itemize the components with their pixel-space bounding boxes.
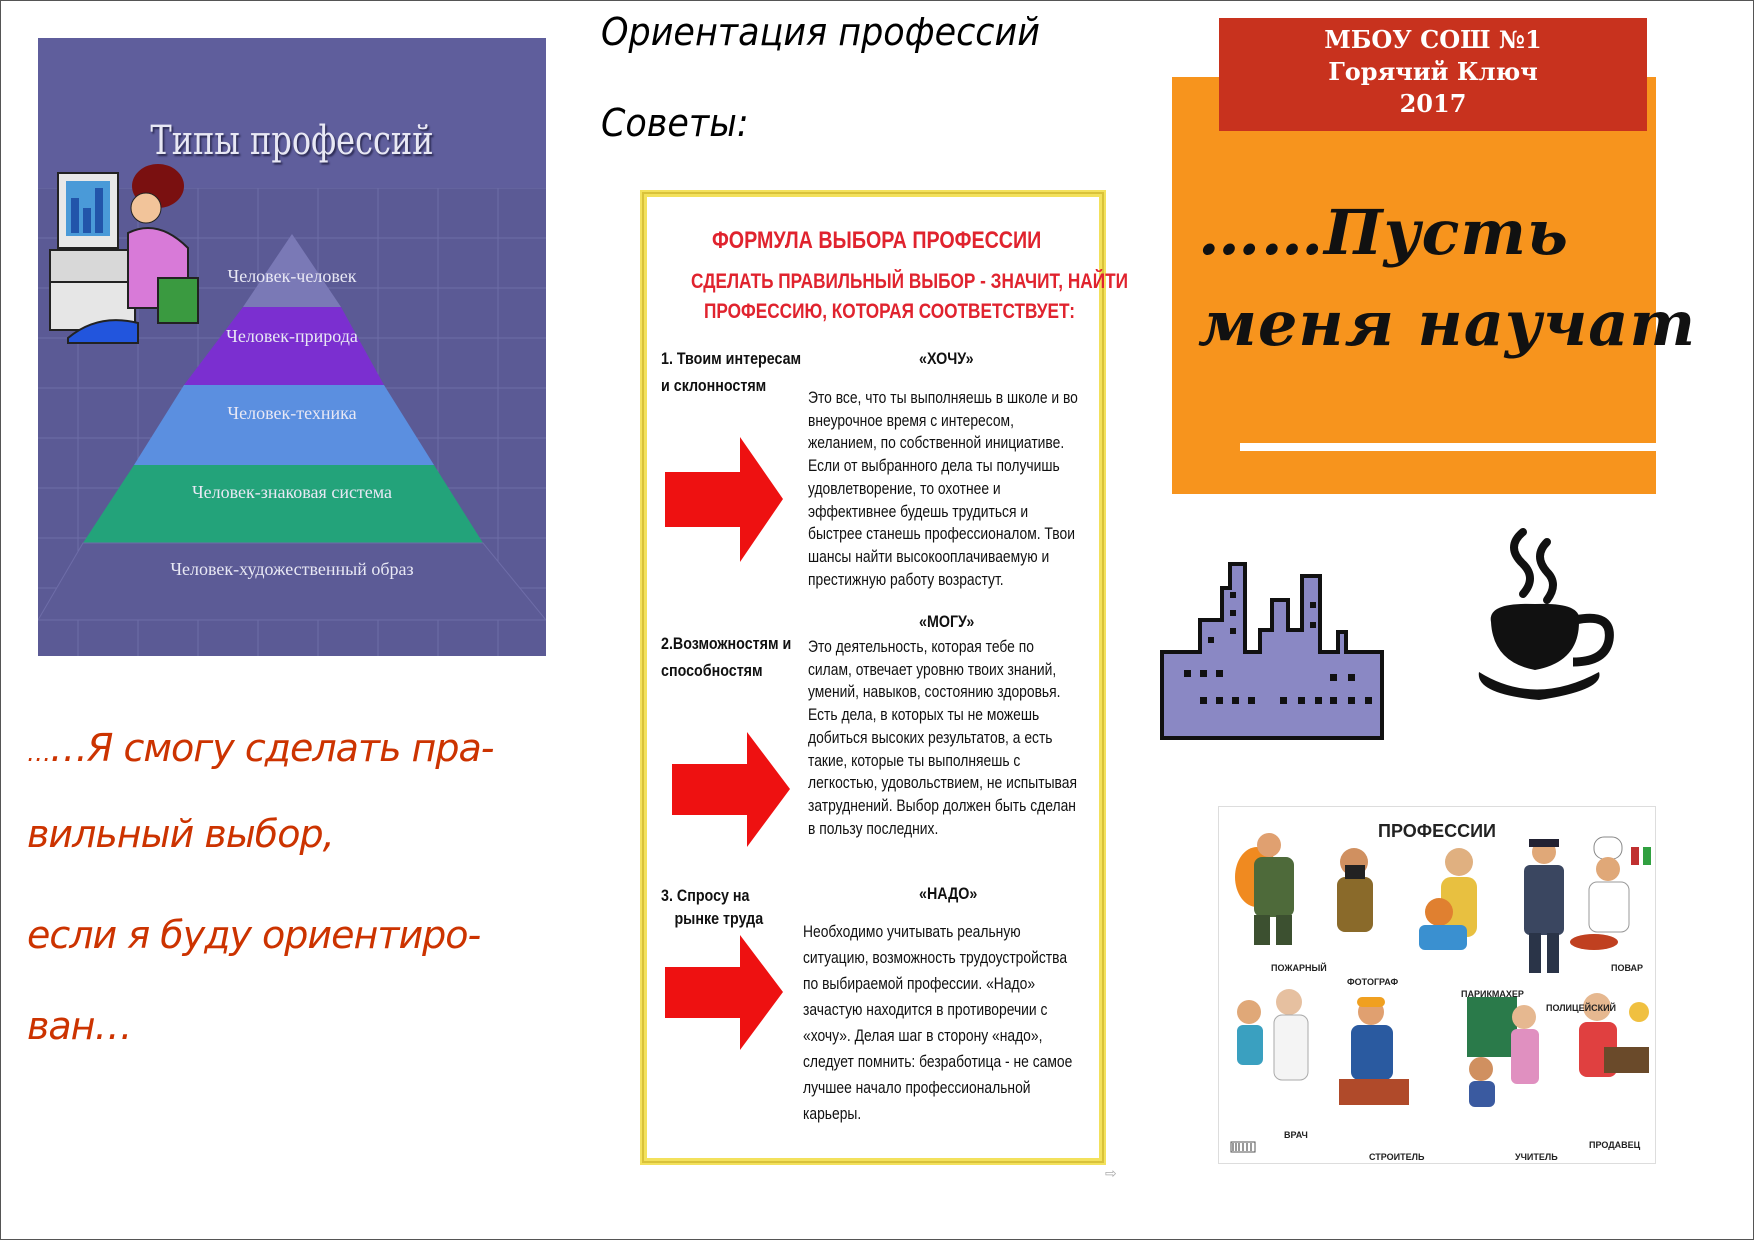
item2-label-line1: 2.Возможностям и (661, 634, 792, 653)
policeman-figure (1524, 839, 1564, 973)
pyramid-level-1: Человек-человек (227, 266, 357, 286)
teacher-figure (1467, 997, 1539, 1107)
quote-line-1: ……Я смогу сделать пра- (27, 726, 494, 770)
tips-heading: Советы: (601, 101, 749, 145)
label-policeman: ПОЛИЦЕЙСКИЙ (1546, 1003, 1617, 1013)
computer-clipart (50, 164, 198, 343)
label-doctor: ВРАЧ (1284, 1130, 1308, 1140)
item1-text (808, 387, 1081, 591)
item3-label-line2: рынке труда (674, 909, 764, 928)
pyramid-level-5: Человек-художественный образ (170, 559, 414, 579)
photographer-figure (1337, 848, 1373, 932)
pyramid-level-2: Человек-природа (226, 326, 358, 346)
professions-poster (1218, 806, 1656, 1164)
school-name: МБОУ СОШ №1 (1324, 25, 1542, 54)
pyramid-level-4: Человек-знаковая система (191, 482, 393, 502)
pyramid-tier-5 (38, 543, 546, 620)
formula-title: ФОРМУЛА ВЫБОРА ПРОФЕССИИ (712, 227, 1042, 254)
item1-text-body: Это все, что ты выполняешь в школе и во внеурочное время с интересом, желанием, по собственной инициативе. Если от выбранного дела ты получишь удовлетворение, то охотнее и эффективнее будешь трудиться и быстрее станешь профессионалом. Твои шансы найти высокооплачиваемую и престижную работу возрастут. (808, 389, 1078, 589)
formula-subtitle-2: ПРОФЕССИЮ, КОТОРАЯ СООТВЕТСТВУЕТ: (704, 300, 1076, 323)
item3-label-line1: 3. Спросу на (661, 886, 750, 905)
arrow-icon-3 (665, 935, 785, 1050)
main-heading: Ориентация профессий (601, 10, 1040, 54)
hairdresser-figure (1419, 848, 1477, 950)
label-teacher: УЧИТЕЛЬ (1515, 1152, 1558, 1162)
firefighter-figure (1235, 833, 1294, 945)
city-icon (1160, 562, 1385, 740)
label-seller: ПРОДАВЕЦ (1589, 1140, 1641, 1150)
pyramid-tier-3 (134, 385, 434, 465)
label-photographer: ФОТОГРАФ (1347, 977, 1399, 987)
cook-figure (1570, 837, 1651, 950)
poster-title: ПРОФЕССИИ (1378, 821, 1496, 841)
item3-key: «НАДО» (919, 884, 978, 903)
item3-text (803, 919, 1076, 1127)
poster-illustrations (1219, 807, 1655, 1163)
arrow-icon-2 (672, 732, 792, 847)
quote-line-2: вильный выбор, (27, 812, 334, 856)
coffee-cup-icon (1475, 522, 1625, 712)
formula-card (640, 190, 1129, 1165)
quote-line-1-text: …Я смогу сделать пра- (50, 726, 494, 770)
item1-label-line2: и склонностям (661, 376, 767, 395)
label-hairdresser: ПАРИКМАХЕР (1461, 989, 1524, 999)
label-cook-text: ПОВАР (1611, 963, 1644, 973)
pyramid-tier-4 (83, 465, 483, 543)
item3-text-body: Необходимо учитывать реальную ситуацию, возможность трудоустройства по выбираемой профессии. «Надо» зачастую находится в противоречии с «хочу». Делая шаг в сторону «надо», следует помнить: безработица - не самое лучшее начало профессиональной карьеры. (803, 923, 1073, 1123)
card-corner-icon: ⇨ (1105, 1166, 1117, 1182)
arrow-icon-1 (665, 437, 785, 562)
item2-text (808, 636, 1081, 840)
item1-label-line1: 1. Твоим интересам (661, 349, 802, 368)
item2-label (661, 630, 791, 684)
item2-text-body-2: Есть дела, в которых ты не можешь добиться высоких результатов, а есть такие, которые ты выполняешь с легкостью, удовольствием, не испытывая затруднений. Выбор должен быть сделан в пользу последних. (808, 706, 1077, 838)
item2-key: «МОГУ» (919, 612, 975, 631)
slogan-line-2: меня научат (1198, 287, 1697, 360)
pyramid-title: Типы профессий (150, 118, 434, 164)
quote-line-3: если я буду ориентиро- (27, 913, 481, 957)
item2-label-line2: способностям (661, 661, 763, 680)
item3-label (661, 884, 763, 930)
item1-key: «ХОЧУ» (919, 349, 974, 368)
school-year: 2017 (1399, 89, 1467, 118)
pyramid-level-3: Человек-техника (227, 403, 357, 423)
orange-panel-line (1240, 443, 1657, 451)
orange-panel (1172, 77, 1656, 494)
item2-text-body-1: Это деятельность, которая тебе по силам, отвечает уровню твоих знаний, умений, навыков, состоянию здоровья. (808, 638, 1061, 702)
label-firefighter: ПОЖАРНЫЙ (1271, 963, 1327, 973)
school-city: Горячий Ключ (1328, 57, 1538, 86)
label-builder: СТРОИТЕЛЬ (1369, 1152, 1425, 1162)
school-box (1219, 18, 1647, 131)
item1-label (661, 345, 801, 399)
doctor-figure (1237, 989, 1308, 1080)
builder-figure (1339, 997, 1409, 1105)
pyramid-panel (38, 38, 546, 656)
slogan-line-1: ……Пусть (1198, 196, 1569, 269)
formula-subtitle-1: СДЕЛАТЬ ПРАВИЛЬНЫЙ ВЫБОР - ЗНАЧИТ, НАЙТИ (691, 270, 1129, 293)
quote-line-4: ван… (27, 1004, 132, 1048)
